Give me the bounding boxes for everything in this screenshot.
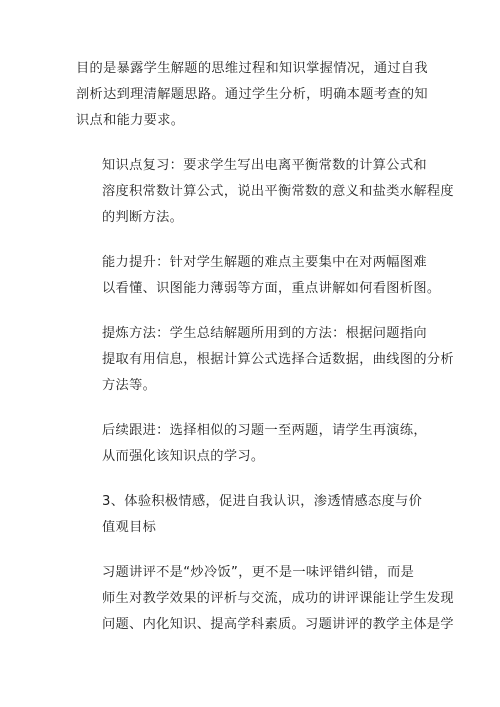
paragraph-purpose [76, 56, 428, 134]
text-line: 习题讲评不是“炒冷饭”，更不是一味评错纠错，而是 [102, 565, 415, 580]
text-line: 以看懂、识图能力薄弱等方面，重点讲解如何看图析图。 [102, 281, 441, 296]
paragraph-review-lesson [76, 560, 454, 638]
text-line: 知识点复习：要求学生写出电离平衡常数的计算公式和 [102, 158, 427, 173]
text-line: 方法等。 [102, 378, 157, 393]
paragraph-follow-up [76, 418, 428, 470]
text-line: 溶度积常数计算公式，说出平衡常数的意义和盐类水解程度 [102, 184, 454, 199]
text-line: 3、体验积极情感，促进自我认识，渗透情感态度与价 [102, 494, 423, 509]
text-line: 从而强化该知识点的学习。 [102, 449, 265, 464]
text-line: 的判断方法。 [102, 210, 184, 225]
text-line: 能力提升：针对学生解题的难点主要集中在对两幅图难 [102, 255, 427, 270]
text-line: 后续跟进：选择相似的习题一至两题，请学生再演练， [102, 423, 427, 438]
paragraph-ability-improvement [76, 250, 441, 302]
document-page [76, 56, 454, 638]
text-line: 师生对教学效果的评析与交流，成功的讲评课能让学生发现 [102, 591, 454, 606]
text-line: 目的是暴露学生解题的思维过程和知识掌握情况，通过自我 [76, 61, 428, 76]
text-line: 提取有用信息，根据计算公式选择合适数据，曲线图的分析 [102, 352, 454, 367]
text-line: 剖析达到理清解题思路。通过学生分析，明确本题考查的知 [76, 87, 428, 102]
text-line: 识点和能力要求。 [76, 113, 185, 128]
section-heading [76, 489, 428, 541]
text-line: 问题、内化知识、提高学科素质。习题讲评的教学主体是学 [102, 617, 454, 632]
paragraph-knowledge-review [76, 153, 454, 231]
paragraph-method-refinement [76, 321, 454, 399]
text-line: 提炼方法：学生总结解题所用到的方法：根据问题指向 [102, 326, 427, 341]
text-line: 值观目标 [102, 520, 157, 535]
